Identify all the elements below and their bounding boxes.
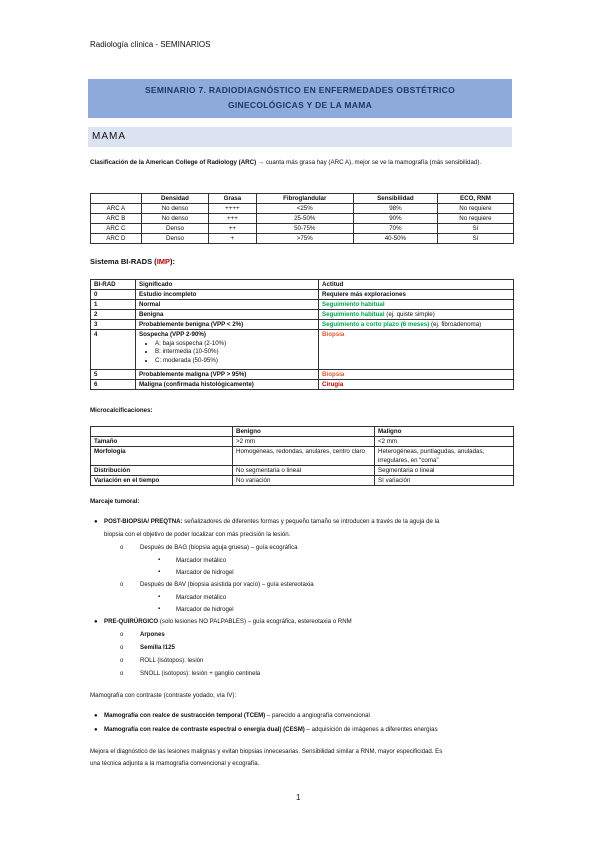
- post-biopsy-line: [104, 517, 516, 526]
- attitude-highlight: Seguimiento a corto plazo (6 meses): [322, 321, 430, 328]
- table-cell: No variación: [233, 476, 375, 486]
- bullet-icon: ●: [94, 619, 98, 625]
- birads-table: [90, 279, 514, 390]
- table-cell: Probablemente benigna (VPP < 2%): [136, 320, 319, 330]
- post-biopsy-line-2: biopsia con el objetivo de poder localizar con más precisión la lesión.: [104, 531, 291, 538]
- table-row: [91, 447, 514, 466]
- table-row: [91, 330, 514, 370]
- closing-line-2: una técnica adjunta a la mamografía convencional y ecografía.: [90, 760, 260, 767]
- table-cell: No denso: [141, 204, 208, 214]
- table-cell: 25-50%: [256, 214, 353, 224]
- table-cell: >75%: [256, 234, 353, 244]
- table-header-cell: BI-RAD: [91, 280, 136, 290]
- mamografia-title: Mamografía con contraste (contraste yodado, vía IV):: [90, 692, 237, 699]
- table-cell: 98%: [353, 204, 437, 214]
- micro-title: Microcalcificaciones:: [90, 407, 153, 414]
- table-row: [91, 290, 514, 300]
- pre-surgical-line: [104, 617, 352, 626]
- table-cell: No segmentaria o lineal: [233, 466, 375, 476]
- table-cell: Heterogéneas, puntiagudas, anuladas, irregulares, en “coma”: [375, 447, 514, 466]
- table-cell: Benigna: [136, 310, 319, 320]
- table-cell: No requiere: [437, 214, 513, 224]
- table-header-cell: [91, 427, 233, 437]
- birads-title: [90, 256, 175, 268]
- birads-title-end: ):: [170, 257, 176, 266]
- table-cell: [136, 330, 319, 370]
- list-item: • A: baja sospecha (2-10%): [155, 340, 315, 349]
- pre-surgical-text: (solo lesiones NO PALPABLES) – guía ecográfica, estereotaxia o RNM: [158, 618, 352, 625]
- bullet-icon: ●: [94, 727, 98, 733]
- table-cell: 70%: [353, 224, 437, 234]
- table-cell: 6: [91, 380, 136, 390]
- table-row: [91, 214, 514, 224]
- list-item: Marcador metálico: [176, 557, 227, 564]
- square-bullet-icon: ▪: [158, 557, 161, 563]
- table-cell: 40-50%: [353, 234, 437, 244]
- table-cell: 4: [91, 330, 136, 370]
- banner-line-1: SEMINARIO 7. RADIODIAGNÓSTICO EN ENFERMEDADES OBSTÉTRICO: [144, 85, 456, 95]
- table-header-cell: Significado: [136, 280, 319, 290]
- table-cell: Estudio incompleto: [136, 290, 319, 300]
- circle-bullet-icon: o: [120, 545, 124, 551]
- cesm-text: – adquisición de imágenes a diferentes energías: [304, 726, 438, 733]
- arrow-icon: →: [257, 159, 265, 166]
- marcaje-title: Marcaje tumoral:: [90, 498, 140, 505]
- banner-line-2: GINECOLÓGICAS Y DE LA MAMA: [227, 100, 373, 110]
- list-item: • B: intermedia (10-50%): [155, 348, 315, 357]
- post-biopsy-label: POST-BIOPSIA/ PREQTNA:: [104, 518, 183, 525]
- table-cell: <2 mm: [375, 437, 514, 447]
- table-cell: Sí: [437, 234, 513, 244]
- table-cell: 0: [91, 290, 136, 300]
- closing-line-1: Mejora el diagnóstico de las lesiones malignas y evitan biopsias innecesarias. Sensibilidad similar a RNM, mayor especificidad. Es: [90, 748, 443, 755]
- circle-bullet-icon: o: [120, 582, 124, 588]
- table-row: [91, 310, 514, 320]
- table-cell: Seguimiento habitual: [319, 300, 514, 310]
- table-cell: 2: [91, 310, 136, 320]
- table-cell: Segmentaria o lineal: [375, 466, 514, 476]
- table-cell: ARC D: [91, 234, 142, 244]
- table-cell: +: [209, 234, 256, 244]
- suspicion-label: Sospecha (VPP 2-90%): [139, 331, 206, 338]
- table-row: [91, 234, 514, 244]
- suspicion-subcategories: [139, 340, 315, 366]
- table-cell: Distribución: [91, 466, 233, 476]
- table-header-row: [91, 280, 514, 290]
- table-cell: Homogéneas, redondas, anulares, centro claro: [233, 447, 375, 466]
- page-number: 1: [296, 793, 301, 802]
- list-item: [104, 725, 438, 734]
- bav-line: Después de BAV (biopsia asistida por vacío) – guía estereotaxia: [140, 581, 314, 588]
- page-header: Radiología clínica - SEMINARIOS: [90, 40, 211, 49]
- bullet-icon: ●: [94, 713, 98, 719]
- circle-bullet-icon: o: [120, 671, 124, 677]
- attitude-example: (ej. fibroadenoma): [429, 321, 482, 328]
- list-item: Semilla I125: [140, 644, 175, 651]
- table-cell: <25%: [256, 204, 353, 214]
- acr-intro-rest: cuanta más grasa hay (ARC A), mejor se ve la mamografía (más sensibilidad).: [264, 159, 482, 166]
- table-header-cell: Fibroglandular: [256, 194, 353, 204]
- table-header-cell: Actitud: [319, 280, 514, 290]
- table-cell: [136, 380, 319, 390]
- table-row: [91, 476, 514, 486]
- acr-table: [90, 193, 514, 244]
- table-cell: ++++: [209, 204, 256, 214]
- bag-line: Después de BAG (biopsia aguja gruesa) – guía ecográfica: [140, 544, 298, 551]
- table-cell: 90%: [353, 214, 437, 224]
- table-row: [91, 320, 514, 330]
- table-header-cell: Grasa: [209, 194, 256, 204]
- table-cell: Sí: [437, 224, 513, 234]
- table-row: [91, 224, 514, 234]
- table-cell: Sí variación: [375, 476, 514, 486]
- post-biopsy-text: señalizadores de diferentes formas y pequeño tamaño se introducen a través de la aguja de la: [182, 518, 440, 525]
- table-cell: >2 mm: [233, 437, 375, 447]
- table-cell: ARC B: [91, 214, 142, 224]
- list-item: Arpones: [140, 631, 165, 638]
- birads-title-text: Sistema BI-RADS (: [90, 257, 157, 266]
- list-item: Marcador de hidrogel: [176, 606, 234, 613]
- square-bullet-icon: ▪: [158, 594, 161, 600]
- attitude-example: (ej. quiste simple): [384, 311, 435, 318]
- square-bullet-icon: ▪: [158, 569, 161, 575]
- table-row: [91, 300, 514, 310]
- table-cell: Probablemente maligna (VPP > 95%): [136, 370, 319, 380]
- table-cell: Cirugía: [319, 380, 514, 390]
- malignant-label: Maligna (confirmada histológicamente): [139, 381, 254, 388]
- table-cell: Morfología: [91, 447, 233, 466]
- list-item: Marcador metálico: [176, 594, 227, 601]
- table-cell: Biopsia: [319, 370, 514, 380]
- table-cell: [319, 320, 514, 330]
- table-cell: 3: [91, 320, 136, 330]
- micro-table: [90, 426, 514, 486]
- acr-intro: [90, 157, 514, 169]
- table-cell: Biopsia: [319, 330, 514, 370]
- imp-tag: IMP: [156, 257, 171, 266]
- table-header-cell: Maligno: [375, 427, 514, 437]
- table-header-cell: ECO, RNM: [437, 194, 513, 204]
- cesm-label: Mamografía con realce de contraste espectral o energía dual) (CESM): [104, 726, 305, 733]
- table-cell: +++: [209, 214, 256, 224]
- table-cell: ARC A: [91, 204, 142, 214]
- seminar-title-banner: [88, 79, 512, 118]
- circle-bullet-icon: o: [120, 658, 124, 664]
- table-cell: ++: [209, 224, 256, 234]
- table-row: [91, 437, 514, 447]
- table-cell: Normal: [136, 300, 319, 310]
- table-cell: 50-75%: [256, 224, 353, 234]
- table-cell: No requiere: [437, 204, 513, 214]
- attitude-highlight: Seguimiento habitual: [322, 311, 385, 318]
- table-row: [91, 466, 514, 476]
- table-cell: [319, 310, 514, 320]
- tcem-text: – parecido a angiografía convencional: [265, 712, 370, 719]
- table-header-row: [91, 427, 514, 437]
- bullet-icon: ●: [94, 519, 98, 525]
- table-row: [91, 204, 514, 214]
- table-cell: Tamaño: [91, 437, 233, 447]
- table-header-cell: [91, 194, 142, 204]
- acr-intro-bold: Clasificación de la American College of Radiology (ARC): [90, 159, 257, 166]
- table-cell: Requiere más exploraciones: [319, 290, 514, 300]
- table-cell: Denso: [141, 234, 208, 244]
- list-item: • C: moderada (50-95%): [155, 357, 315, 366]
- list-item: SNOLL (isótopos): lesión + ganglio centinela: [140, 670, 261, 677]
- table-header-cell: Densidad: [141, 194, 208, 204]
- list-item: [104, 711, 370, 720]
- circle-bullet-icon: o: [120, 632, 124, 638]
- table-cell: Variación en el tiempo: [91, 476, 233, 486]
- list-item: Marcador de hidrogel: [176, 569, 234, 576]
- table-row: [91, 380, 514, 390]
- table-cell: ARC C: [91, 224, 142, 234]
- tcem-label: Mamografía con realce de sustracción temporal (TCEM): [104, 712, 266, 719]
- table-cell: 1: [91, 300, 136, 310]
- table-cell: No denso: [141, 214, 208, 224]
- list-item: ROLL (isótopos): lesión: [140, 657, 204, 664]
- pre-surgical-label: PRE-QUIRÚRGICO: [104, 618, 159, 625]
- table-row: [91, 370, 514, 380]
- section-title: MAMA: [88, 127, 512, 147]
- table-header-cell: Benigno: [233, 427, 375, 437]
- circle-bullet-icon: o: [120, 645, 124, 651]
- table-cell: 5: [91, 370, 136, 380]
- table-header-row: [91, 194, 514, 204]
- square-bullet-icon: ▪: [158, 606, 161, 612]
- table-cell: Denso: [141, 224, 208, 234]
- table-header-cell: Sensibilidad: [353, 194, 437, 204]
